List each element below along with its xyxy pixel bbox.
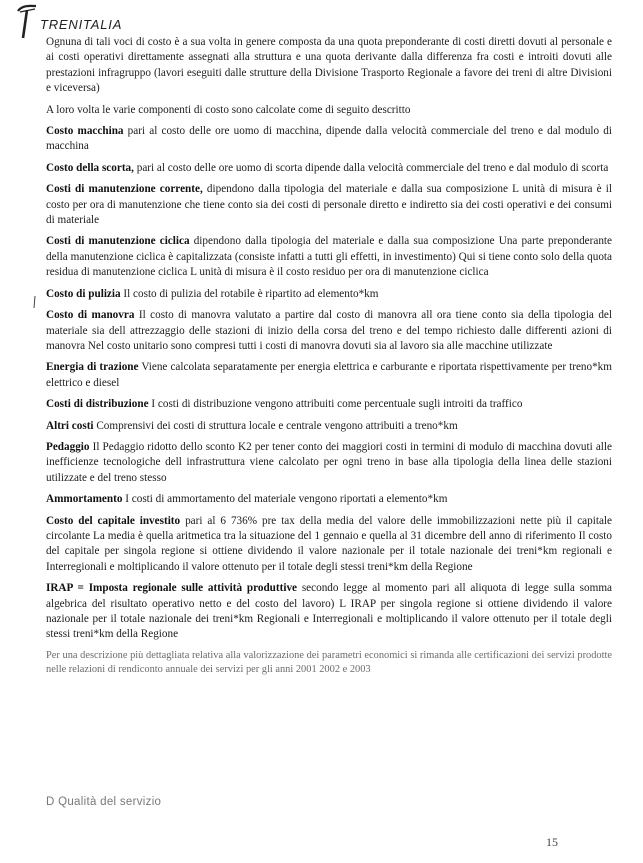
paragraph-text: Viene calcolata separatamente per energia elettrica e carburante e riportata rispettivamente per treno*km elettrico e diesel	[46, 361, 612, 389]
paragraph	[46, 440, 612, 486]
paragraph-text: I costi di distribuzione vengono attribuiti come percentuale sugli introiti da traffico	[148, 398, 523, 411]
paragraph-text: pari al costo delle ore uomo di scorta dipende dalla velocità commerciale del treno e dal modulo di scorta	[133, 161, 609, 174]
paragraph-text: dipendono dalla tipologia del materiale e dalla sua composizione Una parte preponderante della manutenzione ciclica è capitalizzata (consiste infatti a tutti gli effetti, in investimento) Qui si tiene conto solo della quota residua di manutenzione ciclica L unità di misura è il costo residuo per ora di manutenzione ciclica	[46, 235, 613, 279]
brand-name: TRENITALIA	[40, 17, 123, 32]
faded-note: Per una descrizione più dettagliata relativa alla valorizzazione dei parametri economici si rimanda alle certificazioni dei servizi prodotte nelle relazioni di rendiconto annuale dei servizi per gli anni 2001 2002 e 2003	[46, 649, 612, 675]
paragraph-text: pari al 6 736% pre tax della media del valore delle immobilizzazioni nette più il capitale circolante La media è quella aritmetica tra la situazione del 1 gennaio e quella al 31 dicembre dell anno di riferimento Il costo del capitale per singola regione si ottiene dividendo il valore nazionale per il totale nazionale dei treni*km regionali e Interregionali e moltiplicando il valore ottenuto per il totale degli stessi treni*km della Regione	[46, 514, 612, 573]
paragraph-text: Il costo di pulizia del rotabile è ripartito ad elemento*km	[120, 287, 379, 300]
paragraph-lead: Costo macchina	[46, 125, 124, 138]
paragraph	[46, 124, 612, 155]
trenitalia-t-logo-icon	[16, 3, 38, 41]
paragraph-text: A loro volta le varie componenti di costo sono calcolate come di seguito descritto	[46, 103, 411, 116]
paragraph-text: Il Pedaggio ridotto dello sconto K2 per tener conto dei maggiori costi in termini di modulo di macchina dovuti alle inefficienze tecnologiche dell infrastruttura viene calcolato per ogni treno in base alla tipologia della linea delle stazioni utilizzate e del treno stesso	[46, 440, 612, 484]
paragraph	[46, 492, 612, 507]
paragraph-lead: Costo della scorta,	[46, 161, 134, 174]
paragraph-text: dipendono dalla tipologia del materiale e dalla sua composizione L unità di misura è il costo per ora di manutenzione che tiene conto sia dei costi di personale diretto e indiretto sia dei costi operativi e dei consumi di materiale	[46, 183, 612, 227]
paragraph-lead: Costo di manovra	[46, 309, 135, 322]
paragraph	[46, 360, 612, 391]
page-number: 15	[546, 835, 558, 849]
paragraph	[46, 308, 612, 354]
paragraph	[46, 103, 612, 118]
paragraph-lead: Costi di manutenzione corrente,	[46, 183, 203, 196]
paragraph	[46, 514, 612, 576]
paragraph	[46, 234, 612, 280]
paragraph-lead: IRAP = Imposta regionale sulle attività produttive	[46, 582, 298, 595]
paragraph	[46, 581, 612, 643]
paragraph-text: Ognuna di tali voci di costo è a sua volta in genere composta da una quota preponderante di costi diretti dovuti al personale e ai costi operativi direttamente assegnati alla struttura e una quota derivante dalla differenza fra costi e introiti dovuti alle prestazioni infragruppo (lavori eseguiti dalle strutture della Divisione Trasporto Regionale a favore dei treni di altre Divisioni e viceversa)	[46, 36, 612, 95]
paragraph-lead: Altri costi	[46, 419, 94, 432]
document-body	[46, 35, 612, 683]
paragraph-text: I costi di ammortamento del materiale vengono riportati a elemento*km	[122, 493, 448, 506]
paragraph	[46, 287, 612, 302]
paragraph-text: pari al costo delle ore uomo di macchina, dipende dalla velocità commerciale del treno e dal modulo di macchina	[46, 125, 612, 153]
paragraph	[46, 419, 612, 434]
paragraph	[46, 397, 612, 412]
paragraph-lead: Energia di trazione	[46, 361, 139, 374]
paragraph-text: Comprensivi dei costi di struttura locale e centrale vengono attribuiti a treno*km	[93, 419, 458, 432]
margin-mark	[32, 296, 38, 308]
paragraph-lead: Pedaggio	[46, 440, 90, 453]
paragraph	[46, 182, 612, 228]
section-heading: D Qualità del servizio	[46, 796, 162, 808]
paragraph-lead: Costi di manutenzione ciclica	[46, 235, 190, 248]
paragraph	[46, 161, 612, 176]
paragraph-text: secondo legge al momento pari all aliquota di legge sulla somma algebrica del risultato operativo netto e del costo del lavoro) L IRAP per singola regione si ottiene dividendo il valore nazionale per il totale nazionale dei treni*km Regionali e Interregionali e moltiplicando il valore ottenuto per il totale degli stessi treni*km della Regione	[46, 582, 612, 641]
paragraph-text: Il costo di manovra valutato a partire dal costo di manovra all ora tiene conto sia della tipologia del materiale sia dell attrezzaggio delle stazioni di inizio della corsa del treno e del tempo richiesto dalle differenti azioni di manovra Nel costo unitario sono compresi tutti i costi di manovra dovuti sia al lavoro sia alle macchine utilizzate	[46, 309, 612, 352]
paragraph-lead: Costo del capitale investito	[46, 514, 181, 527]
paragraph-lead: Costi di distribuzione	[46, 398, 149, 411]
paragraph-lead: Ammortamento	[46, 493, 123, 506]
paragraph-lead: Costo di pulizia	[46, 287, 121, 300]
paragraph	[46, 35, 612, 97]
